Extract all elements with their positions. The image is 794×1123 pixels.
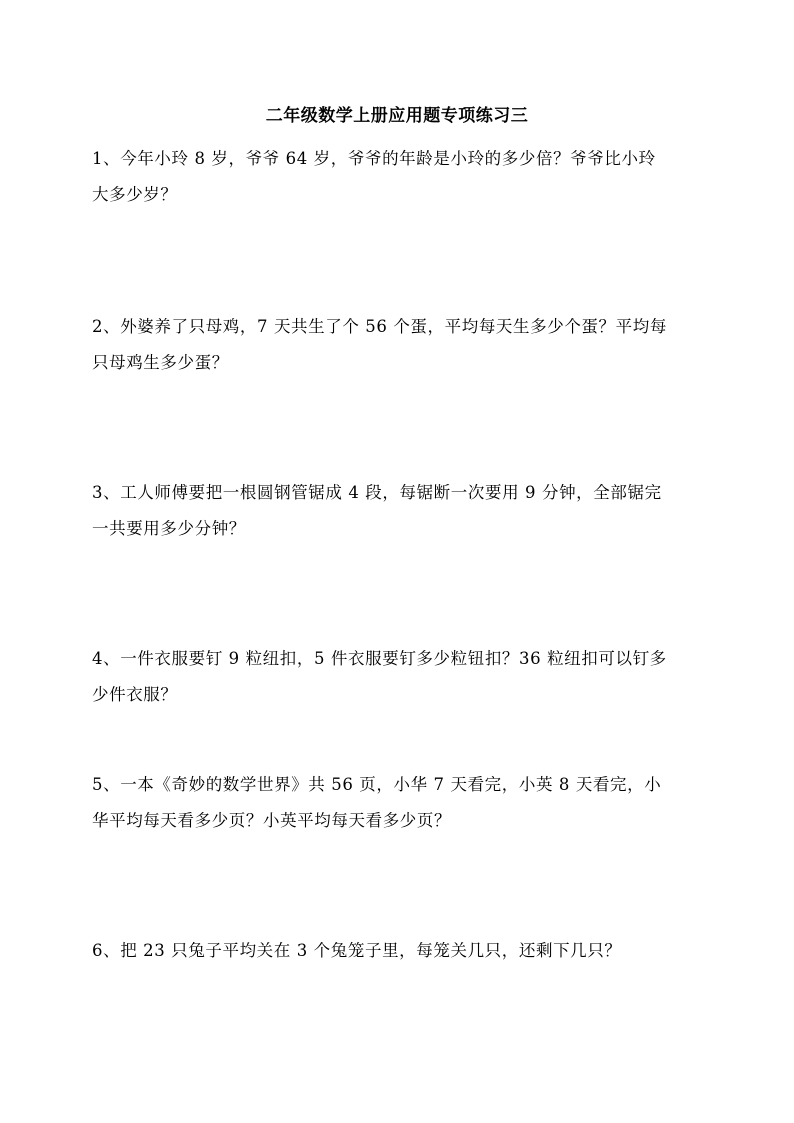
question-4-line-2: 少件衣服？ — [92, 685, 178, 704]
question-5-line-1: 5、一本《奇妙的数学世界》共 56 页，小华 7 天看完，小英 8 天看完，小 — [92, 775, 662, 794]
question-1 — [92, 141, 702, 213]
question-5 — [92, 767, 702, 839]
question-6-line-1: 6、把 23 只兔子平均关在 3 个兔笼子里，每笼关几只，还剩下几只？ — [92, 941, 622, 960]
question-1-line-2: 大多少岁？ — [92, 185, 178, 204]
page-title: 二年级数学上册应用题专项练习三 — [265, 106, 529, 126]
question-2-line-1: 2、外婆养了只母鸡，7 天共生了个 56 个蛋，平均每天生多少个蛋？平均每 — [92, 317, 667, 336]
question-6 — [92, 933, 702, 969]
question-1-line-1: 1、今年小玲 8 岁，爷爷 64 岁，爷爷的年龄是小玲的多少倍？爷爷比小玲 — [92, 149, 656, 168]
question-2 — [92, 309, 702, 381]
question-2-line-2: 只母鸡生多少蛋？ — [92, 353, 229, 372]
question-3 — [92, 475, 702, 547]
question-4 — [92, 641, 702, 713]
question-4-line-1: 4、一件衣服要钉 9 粒纽扣，5 件衣服要钉多少粒钮扣？36 粒纽扣可以钉多 — [92, 649, 667, 668]
question-5-line-2: 华平均每天看多少页？小英平均每天看多少页？ — [92, 811, 452, 830]
question-3-line-2: 一共要用多少分钟？ — [92, 519, 246, 538]
question-3-line-1: 3、工人师傅要把一根圆钢管锯成 4 段，每锯断一次要用 9 分钟，全部锯完 — [92, 483, 662, 502]
